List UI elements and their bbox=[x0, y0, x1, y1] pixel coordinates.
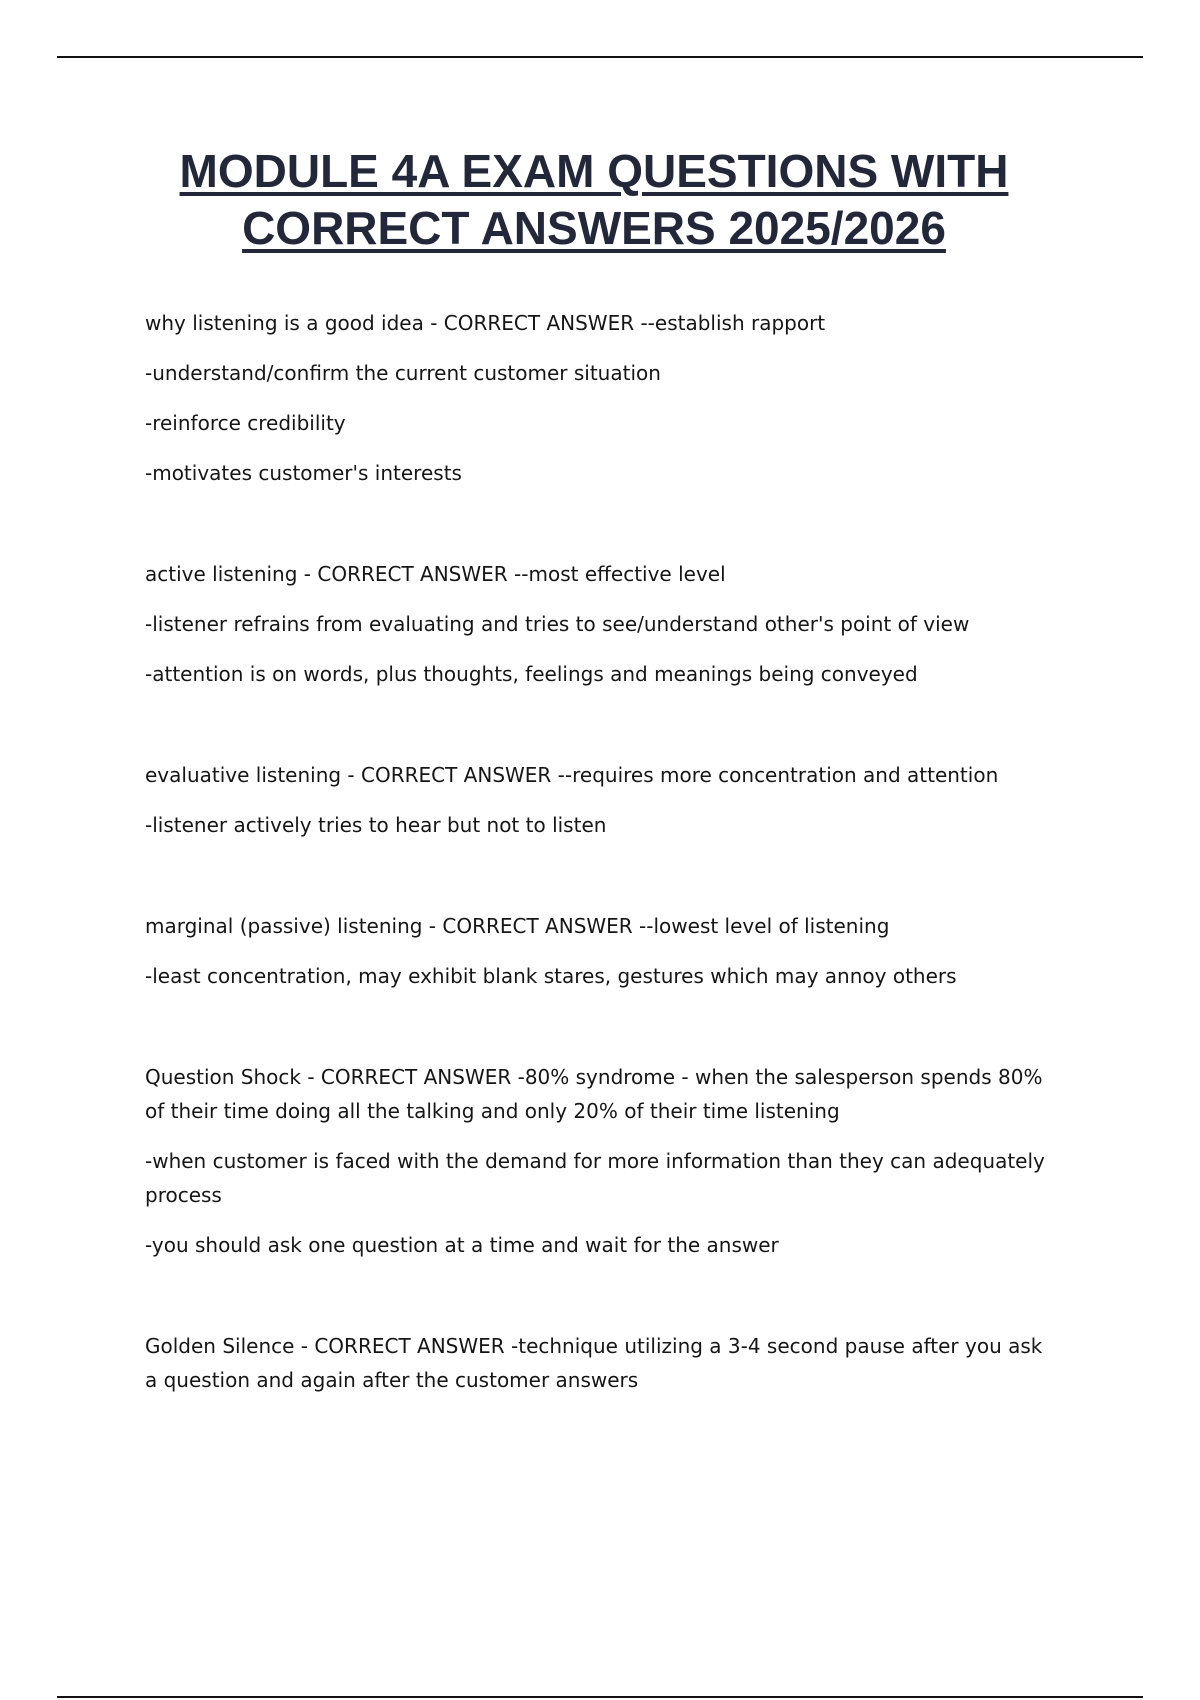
qa-item bbox=[145, 306, 1045, 490]
qa-line: -understand/confirm the current customer situation bbox=[145, 361, 661, 385]
document-title bbox=[0, 143, 1188, 257]
qa-line: -when customer is faced with the demand for more information than they can adequately process bbox=[145, 1149, 1045, 1207]
qa-line: -reinforce credibility bbox=[145, 411, 346, 435]
qa-line: Golden Silence - CORRECT ANSWER -technique utilizing a 3-4 second pause after you ask a question and again after the customer answers bbox=[145, 1334, 1043, 1392]
qa-line: -least concentration, may exhibit blank stares, gestures which may annoy others bbox=[145, 964, 957, 988]
qa-item bbox=[145, 758, 1045, 842]
qa-line: why listening is a good idea - CORRECT ANSWER --establish rapport bbox=[145, 311, 826, 335]
qa-line: marginal (passive) listening - CORRECT ANSWER --lowest level of listening bbox=[145, 914, 890, 938]
qa-line: evaluative listening - CORRECT ANSWER --requires more concentration and attention bbox=[145, 763, 999, 787]
title-line-2: CORRECT ANSWERS 2025/2026 bbox=[242, 202, 946, 254]
qa-line: Question Shock - CORRECT ANSWER -80% syndrome - when the salesperson spends 80% of their time doing all the talking and only 20% of their time listening bbox=[145, 1065, 1043, 1123]
top-rule bbox=[57, 56, 1143, 58]
qa-item bbox=[145, 909, 1045, 993]
qa-line: -listener actively tries to hear but not to listen bbox=[145, 813, 607, 837]
qa-list bbox=[145, 306, 1045, 1397]
qa-line: -listener refrains from evaluating and tries to see/understand other's point of view bbox=[145, 612, 970, 636]
title-line-1: MODULE 4A EXAM QUESTIONS WITH bbox=[179, 145, 1009, 197]
qa-line: -you should ask one question at a time and wait for the answer bbox=[145, 1233, 779, 1257]
qa-line: active listening - CORRECT ANSWER --most effective level bbox=[145, 562, 726, 586]
qa-item bbox=[145, 1329, 1045, 1397]
qa-line: -attention is on words, plus thoughts, feelings and meanings being conveyed bbox=[145, 662, 918, 686]
qa-line: -motivates customer's interests bbox=[145, 461, 462, 485]
qa-item bbox=[145, 557, 1045, 691]
bottom-rule bbox=[57, 1696, 1143, 1698]
qa-item bbox=[145, 1060, 1045, 1262]
